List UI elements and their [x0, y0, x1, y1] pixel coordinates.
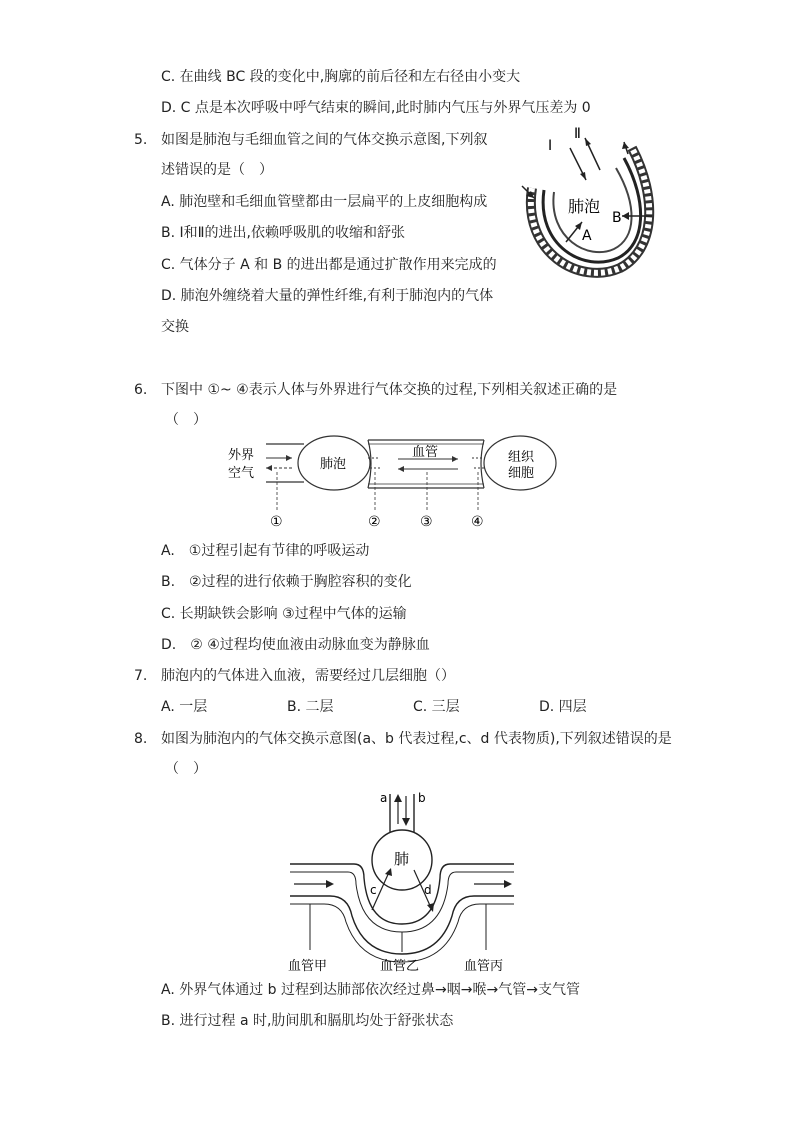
- label-vessel-yi: 血管乙: [380, 959, 420, 974]
- lung-gas-exchange-figure: [288, 784, 520, 974]
- q6-number: 6.: [134, 382, 148, 398]
- q5-stem-line1: 如图是肺泡与毛细血管之间的气体交换示意图,下列叙: [161, 132, 488, 148]
- q7-option-c: C. 三层: [413, 699, 460, 715]
- label-a: A: [582, 228, 592, 244]
- q6-option-b: B. ②过程的进行依赖于胸腔容积的变化: [161, 574, 412, 590]
- q8-number: 8.: [134, 731, 148, 747]
- label-ii: Ⅱ: [574, 126, 581, 142]
- label-tissue-1: 组织: [508, 450, 535, 465]
- q5-option-a: A. 肺泡壁和毛细血管壁都由一层扁平的上皮细胞构成: [161, 194, 488, 210]
- q8-stem-line1: 如图为肺泡内的气体交换示意图(a、b 代表过程,c、d 代表物质),下列叙述错误的是: [161, 731, 672, 747]
- gas-exchange-process-figure: [222, 432, 568, 532]
- q7-option-b: B. 二层: [287, 699, 334, 715]
- q6-stem-line2: （ ）: [165, 412, 207, 428]
- q5-option-c: C. 气体分子 A 和 B 的进出都是通过扩散作用来完成的: [161, 257, 497, 273]
- q5-option-d-line2: 交换: [161, 319, 189, 335]
- label-lung: 肺: [394, 850, 410, 868]
- label-vessel-bing: 血管丙: [464, 959, 504, 974]
- q8-option-a: A. 外界气体通过 b 过程到达肺部依次经过鼻→咽→喉→气管→支气管: [161, 982, 580, 998]
- label-outside-2: 空气: [228, 466, 255, 481]
- label-alveolus: 肺泡: [320, 457, 347, 472]
- label-process-4: ④: [471, 514, 484, 530]
- label-process-2: ②: [368, 514, 381, 530]
- q6-option-d: D. ② ④过程均使血液由动脉血变为静脉血: [161, 637, 430, 653]
- alveolus-capillary-figure: [510, 118, 670, 290]
- q5-option-d-line1: D. 肺泡外缠绕着大量的弹性纤维,有利于肺泡内的气体: [161, 288, 494, 304]
- q7-option-a: A. 一层: [161, 699, 208, 715]
- label-outside-1: 外界: [228, 448, 255, 463]
- label-process-3: ③: [420, 514, 433, 530]
- q5-stem-line2: 述错误的是（ ）: [161, 162, 273, 178]
- q7-option-d: D. 四层: [539, 699, 587, 715]
- label-a: a: [380, 791, 388, 805]
- label-d: d: [424, 883, 432, 897]
- q6-stem-line1: 下图中 ①~ ④表示人体与外界进行气体交换的过程,下列相关叙述正确的是: [161, 382, 618, 398]
- q5-number: 5.: [134, 132, 148, 148]
- q4-option-d: D. C 点是本次呼吸中呼气结束的瞬间,此时肺内气压与外界气压差为 0: [161, 100, 591, 116]
- q7-stem: 肺泡内的气体进入血液，需要经过几层细胞（）: [161, 668, 455, 684]
- label-alveolus: 肺泡: [568, 197, 601, 216]
- label-b: B: [612, 210, 622, 226]
- label-i: Ⅰ: [548, 138, 553, 154]
- q4-option-c: C. 在曲线 BC 段的变化中,胸廓的前后径和左右径由小变大: [161, 69, 521, 85]
- label-b: b: [418, 791, 426, 805]
- q6-option-c: C. 长期缺铁会影响 ③过程中气体的运输: [161, 606, 407, 622]
- q8-stem-line2: （ ）: [165, 761, 207, 777]
- q5-option-b: B. Ⅰ和Ⅱ的进出,依赖呼吸肌的收缩和舒张: [161, 225, 405, 241]
- q7-number: 7.: [134, 668, 148, 684]
- label-c: c: [370, 883, 377, 897]
- label-process-1: ①: [270, 514, 283, 530]
- label-tissue-2: 细胞: [508, 466, 535, 481]
- label-vessel: 血管: [412, 445, 439, 460]
- q8-option-b: B. 进行过程 a 时,肋间肌和膈肌均处于舒张状态: [161, 1013, 454, 1029]
- label-vessel-jia: 血管甲: [288, 959, 328, 974]
- q6-option-a: A. ①过程引起有节律的呼吸运动: [161, 543, 370, 559]
